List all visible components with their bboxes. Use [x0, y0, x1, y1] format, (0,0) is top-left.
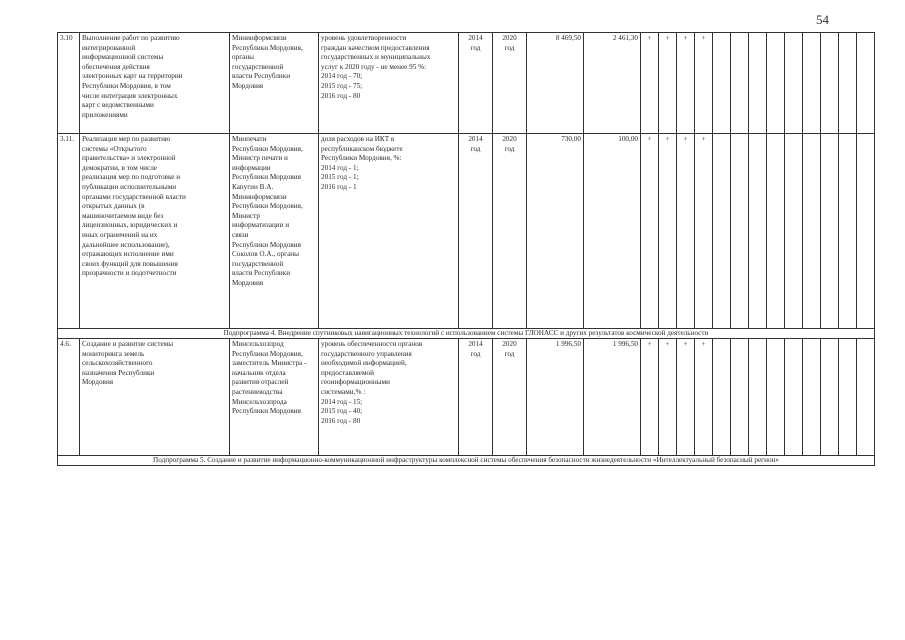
empty-cell: [821, 134, 839, 329]
empty-cell: [731, 33, 749, 134]
funding-total: 8 469,50: [527, 33, 584, 134]
empty-cell: [857, 134, 875, 329]
mark-cell: +: [659, 33, 677, 134]
empty-cell: [713, 339, 731, 456]
empty-cell: [803, 134, 821, 329]
empty-cell: [731, 134, 749, 329]
start-year: 2014 год: [459, 339, 493, 456]
empty-cell: [785, 33, 803, 134]
empty-cell: [785, 339, 803, 456]
subprogram-5-title: Подпрограмма 5. Создание и развитие информационно-коммуникационной инфраструктуры комплексной системы обеспечения безопасности жизнедеятельности «Интеллектуальный безопасный регион»: [58, 456, 875, 466]
start-year: 2014 год: [459, 33, 493, 134]
mark-cell: +: [659, 339, 677, 456]
table-row: [58, 33, 875, 134]
measure-name: Создание и развитие системы мониторинга земель сельскохозяйственного назначения Республики Мордовия: [80, 339, 230, 456]
subprogram-4-title: Подпрограмма 4. Внедрение спутниковых навигационных технологий с использованием системы ГЛОНАСС и других результатов космической деятельности: [58, 329, 875, 339]
empty-cell: [839, 134, 857, 329]
empty-cell: [803, 339, 821, 456]
table-row: [58, 134, 875, 329]
empty-cell: [767, 339, 785, 456]
mark-cell: +: [641, 339, 659, 456]
mark-cell: +: [677, 339, 695, 456]
funding-2014: 1 996,50: [584, 339, 641, 456]
end-year: 2020 год: [493, 33, 527, 134]
funding-total: 1 996,50: [527, 339, 584, 456]
empty-cell: [731, 339, 749, 456]
executor: Мининформсвязи Республики Мордовия, органы государственной власти Республики Мордовия: [230, 33, 319, 134]
program-table: [57, 32, 875, 466]
empty-cell: [767, 134, 785, 329]
subprogram-row: [58, 456, 875, 466]
funding-2014: 2 461,30: [584, 33, 641, 134]
empty-cell: [767, 33, 785, 134]
indicator: уровень удовлетворенности граждан качеством предоставления государственных и муниципальных услуг к 2020 году - не менее 95 %: 2014 год - 70; 2015 год - 75; 2016 год - 80: [319, 33, 459, 134]
executor: Минсельхозпрод Республики Мордовия, заместитель Министра - начальник отдела развития отраслей растениеводства Минсельхозпрода Республики Мордовия: [230, 339, 319, 456]
empty-cell: [713, 134, 731, 329]
empty-cell: [857, 33, 875, 134]
subprogram-row: [58, 329, 875, 339]
mark-cell: +: [695, 134, 713, 329]
indicator: доля расходов на ИКТ в республиканском бюджете Республики Мордовия, %: 2014 год - 1; 2015 год - 1; 2016 год - 1: [319, 134, 459, 329]
empty-cell: [839, 33, 857, 134]
empty-cell: [839, 339, 857, 456]
empty-cell: [749, 339, 767, 456]
funding-2014: 100,00: [584, 134, 641, 329]
empty-cell: [803, 33, 821, 134]
empty-cell: [749, 33, 767, 134]
empty-cell: [857, 339, 875, 456]
empty-cell: [821, 339, 839, 456]
empty-cell: [821, 33, 839, 134]
empty-cell: [713, 33, 731, 134]
end-year: 2020 год: [493, 339, 527, 456]
measure-name: Реализация мер по развитию системы «Открытого правительства» и электронной демократии, в том числе реализация мер по подготовке и публикации исполнительными органами государственной власти открытых данных (в машиночитаемом виде без лицензионных, юридических и иных ограничений на их дальнейшее использование), отражающих исполнение ими своих функций для повышения прозрачности и подотчетности: [80, 134, 230, 329]
mark-cell: +: [677, 33, 695, 134]
mark-cell: +: [695, 339, 713, 456]
mark-cell: +: [641, 33, 659, 134]
mark-cell: +: [659, 134, 677, 329]
page-number: 54: [816, 12, 829, 27]
row-number: 3.11.: [58, 134, 80, 329]
empty-cell: [749, 134, 767, 329]
empty-cell: [785, 134, 803, 329]
indicator: уровень обеспеченности органов государственного управления необходимой информацией, предоставляемой геоинформационными системами,% : 2014 год - 15; 2015 год - 40; 2016 год - 80: [319, 339, 459, 456]
start-year: 2014 год: [459, 134, 493, 329]
row-number: 4.6.: [58, 339, 80, 456]
mark-cell: +: [695, 33, 713, 134]
funding-total: 730,00: [527, 134, 584, 329]
mark-cell: +: [641, 134, 659, 329]
executor: Минпечати Республики Мордовия, Министр печати и информации Республики Мордовия Капугин В.А. Мининформсвязи Республики Мордовия, Министр информатизации и связи Республики Мордовия Соколов О.А., органы государственной власти Республики Мордовия: [230, 134, 319, 329]
mark-cell: +: [677, 134, 695, 329]
row-number: 3.10: [58, 33, 80, 134]
end-year: 2020 год: [493, 134, 527, 329]
measure-name: Выполнение работ по развитию интегрированной информационной системы обеспечения действия электронных карт на территории Республики Мордовия, в том числе интеграция электронных карт с ведомственными приложениями: [80, 33, 230, 134]
table-row: [58, 339, 875, 456]
